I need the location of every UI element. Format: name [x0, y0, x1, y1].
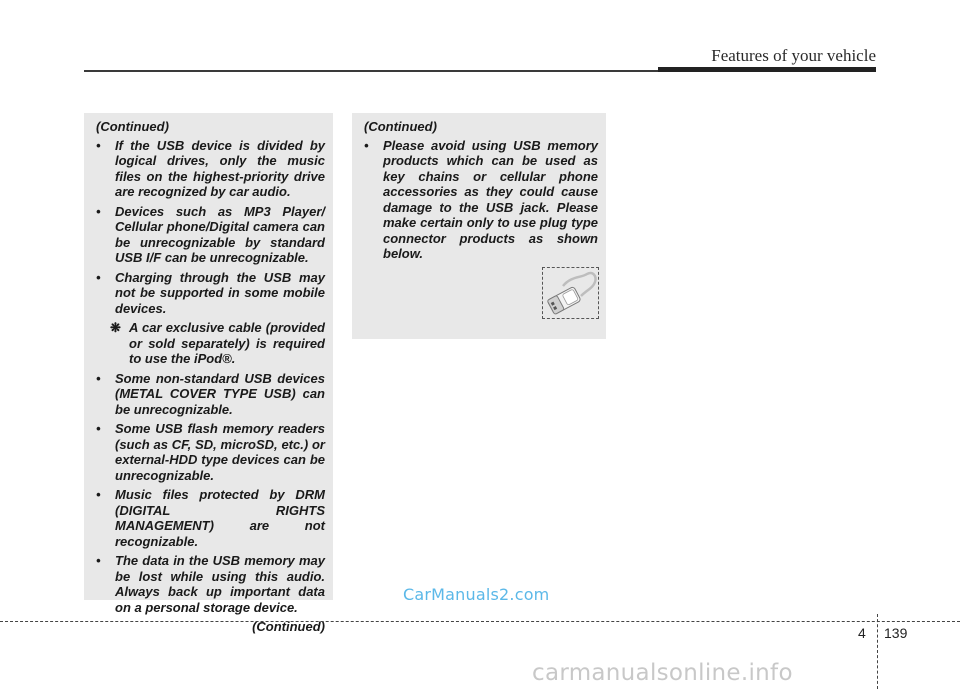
continued-bottom-label: (Continued)	[252, 619, 325, 634]
continued-top-label: (Continued)	[96, 119, 169, 134]
header-rule-thick	[658, 67, 876, 72]
usb-plug-image-frame	[542, 267, 599, 319]
bullet-item: • Charging through the USB may not be supported in some mobile devices.	[96, 270, 325, 317]
page-number: 139	[884, 625, 908, 641]
header-rule-thin	[84, 70, 660, 72]
left-bullet-list	[96, 138, 325, 317]
bullet-item: • Some USB flash memory readers (such as CF, SD, microSD, etc.) or external-HDD type devices can be unrecognizable.	[96, 421, 325, 483]
bullet-item: • The data in the USB memory may be lost while using this audio. Always back up important data on a personal storage device.	[96, 553, 325, 615]
ipod-cable-note	[96, 320, 325, 367]
bullet-item: • Music files protected by DRM (DIGITAL RIGHTS MANAGEMENT) are not recognizable.	[96, 487, 325, 549]
footer-watermark: carmanualsonline.info	[532, 660, 793, 686]
right-info-panel	[352, 113, 606, 339]
note-text: A car exclusive cable (provided or sold separately) is required to use the iPod®.	[129, 320, 325, 366]
footer-dashed-rule	[0, 621, 960, 622]
footer-vertical-divider	[877, 614, 878, 689]
left-bullet-list-2	[96, 371, 325, 616]
site-watermark: CarManuals2.com	[403, 585, 550, 604]
bullet-item: • Please avoid using USB memory products which can be used as key chains or cellular phone accessories as they could cause damage to the USB jack. Please make certain only to use plug type connector products as shown below.	[364, 138, 598, 262]
chapter-number: 4	[858, 625, 866, 641]
note-mark-icon: ❋	[110, 320, 121, 335]
continued-top-label: (Continued)	[364, 119, 437, 134]
left-info-panel	[84, 113, 333, 634]
right-bullet-list	[364, 138, 598, 262]
section-title: Features of your vehicle	[711, 46, 876, 65]
bullet-item: • Some non-standard USB devices (METAL COVER TYPE USB) can be unrecognizable.	[96, 371, 325, 418]
bullet-item: • If the USB device is divided by logical drives, only the music files on the highest-priority drive are recognized by car audio.	[96, 138, 325, 200]
bullet-item: • Devices such as MP3 Player/ Cellular phone/Digital camera can be unrecognizable by standard USB I/F can be unrecognizable.	[96, 204, 325, 266]
usb-plug-connector-icon	[543, 268, 598, 318]
